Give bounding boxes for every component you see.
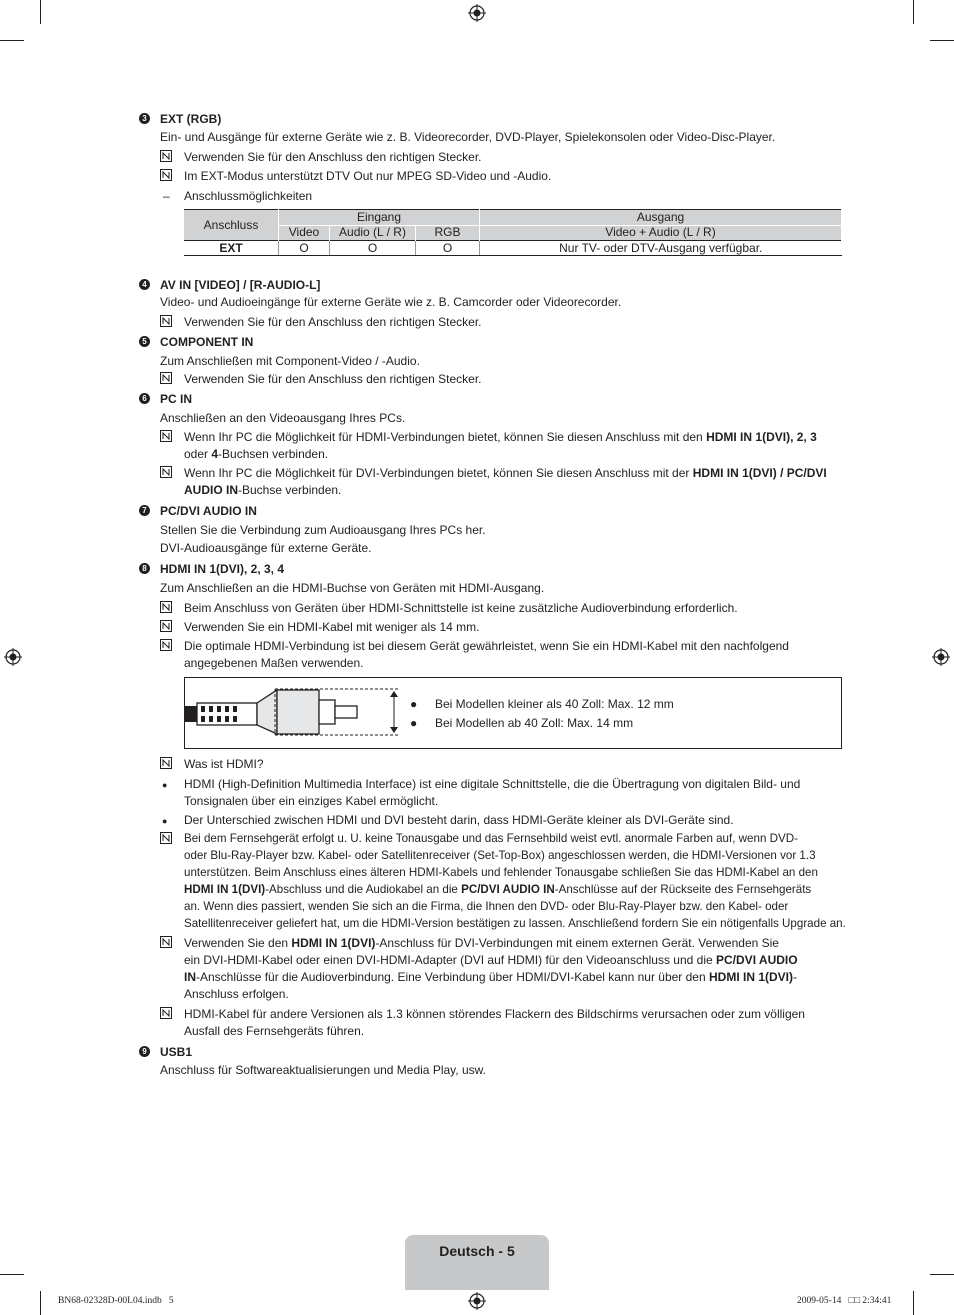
note-text-part: -Buchsen verbinden. — [218, 447, 329, 461]
note-text — [184, 483, 341, 497]
print-date-info: 2009-05-14 □□ 2:34:41 — [797, 1296, 892, 1306]
note-text-part: ein DVI-HDMI-Kabel oder einen DVI-HDMI-Adapter (DVI auf HDMI) für den Videoanschluss und die — [184, 953, 717, 967]
note-text — [184, 466, 827, 480]
section-number-badge: 6 — [139, 393, 150, 404]
bullet-text: HDMI (High-Definition Multimedia Interface) ist eine digitale Schnittstelle, die die Übertragung von digitalen Bild- und — [184, 777, 801, 791]
bullet-marker: ● — [410, 697, 418, 711]
note-icon — [160, 620, 172, 632]
note-text — [184, 447, 328, 461]
dash-text: Anschlussmöglichkeiten — [184, 189, 313, 203]
table-header-ausgang: Ausgang — [480, 210, 842, 226]
table-cell: O — [330, 241, 416, 256]
section-title: AV IN [VIDEO] / [R-AUDIO-L] — [160, 278, 321, 292]
note-text: Verwenden Sie ein HDMI-Kabel mit weniger als 14 mm. — [184, 620, 480, 634]
note-text: Anschluss erfolgen. — [184, 987, 289, 1001]
note-text: Im EXT-Modus unterstützt DTV Out nur MPEG SD-Video und -Audio. — [184, 169, 552, 183]
crop-mark — [0, 40, 24, 41]
crop-mark — [0, 1274, 24, 1275]
connector-name: IN — [184, 970, 196, 984]
note-text: Verwenden Sie für den Anschluss den richtigen Stecker. — [184, 315, 482, 329]
note-text — [184, 970, 797, 984]
registration-mark-icon — [468, 1292, 486, 1310]
registration-mark-icon — [4, 648, 22, 666]
section-description: DVI-Audioausgänge für externe Geräte. — [160, 541, 372, 555]
note-text — [184, 936, 779, 950]
section-title: EXT (RGB) — [160, 112, 222, 126]
note-icon — [160, 430, 172, 442]
table-subheader-audio: Audio (L / R) — [330, 225, 416, 241]
bullet-marker: ● — [410, 716, 418, 730]
bullet-text: Tonsignalen über ein einziges Kabel ermöglicht. — [184, 794, 439, 808]
note-icon — [160, 150, 172, 162]
section-description: Ein- und Ausgänge für externe Geräte wie z. B. Videorecorder, DVD-Player, Spielekonsolen oder Video-Disc-Player. — [160, 130, 776, 144]
section-description: Video- und Audioeingänge für externe Geräte wie z. B. Camcorder oder Videorecorder. — [160, 295, 622, 309]
table-header-anschluss: Anschluss — [184, 210, 279, 241]
section-number-badge: 4 — [139, 279, 150, 290]
dash-marker: – — [163, 189, 170, 203]
dimension-bullet-text: Bei Modellen kleiner als 40 Zoll: Max. 12 mm — [435, 697, 674, 711]
note-text-part: Verwenden Sie den — [184, 936, 292, 950]
note-text — [184, 953, 798, 967]
note-text: oder Blu-Ray-Player bzw. Kabel- oder Satellitenreceiver (Set-Top-Box) angeschlossen werden, die HDMI-Versionen vor 1.3 — [184, 849, 816, 862]
table-row-label: EXT — [184, 241, 279, 256]
note-text-part: - — [792, 970, 797, 984]
note-text-part: -Anschlüsse auf der Rückseite des Fernsehgeräts — [554, 883, 812, 896]
crop-mark — [930, 1274, 954, 1275]
note-text-part: -Anschlüsse für die Audioverbindung. Eine Verbindung über HDMI/DVI-Kabel kann nur über den — [196, 970, 709, 984]
note-text-part: -Buchse verbinden. — [238, 483, 342, 497]
note-icon — [160, 169, 172, 181]
note-text: an. Wenn dies passiert, wenden Sie sich an die Firma, die Ihnen den DVD- oder Blu-Ray-Player bzw. den Kabel- oder — [184, 900, 789, 913]
section-number-badge: 7 — [139, 505, 150, 516]
note-text: HDMI-Kabel für andere Versionen als 1.3 können störendes Flackern des Bildschirms verursachen oder zum völligen — [184, 1007, 805, 1021]
connector-name: HDMI IN 1(DVI), 2, 3 — [706, 430, 817, 444]
connector-name: PC/DVI AUDIO IN — [461, 883, 555, 896]
connector-name: PC/DVI AUDIO — [716, 953, 798, 967]
note-icon — [160, 315, 172, 327]
note-icon — [160, 372, 172, 384]
connector-name: HDMI IN 1(DVI) — [291, 936, 376, 950]
table-subheader-video: Video — [279, 225, 330, 241]
note-icon — [160, 1007, 172, 1019]
section-title: COMPONENT IN — [160, 335, 254, 349]
registration-mark-icon — [932, 648, 950, 666]
note-text: Ausfall des Fernsehgeräts führen. — [184, 1024, 365, 1038]
connector-name: HDMI IN 1(DVI) — [708, 970, 793, 984]
note-text: Bei dem Fernsehgerät erfolgt u. U. keine Tonausgabe und das Fernsehbild weist evtl. anormale Farben auf, wenn DVD- — [184, 832, 798, 845]
note-text-part: -Anschluss für DVI-Verbindungen mit einem externen Gerät. Verwenden Sie — [375, 936, 779, 950]
section-number-badge: 5 — [139, 336, 150, 347]
table-cell: O — [416, 241, 480, 256]
note-icon — [160, 832, 172, 844]
note-text — [184, 883, 811, 897]
note-text: Beim Anschluss von Geräten über HDMI-Schnittstelle ist keine zusätzliche Audioverbindung erforderlich. — [184, 601, 738, 615]
bullet-marker: ● — [162, 780, 168, 790]
connector-name: HDMI IN 1(DVI) / PC/DVI — [692, 466, 827, 480]
table-subheader-output: Video + Audio (L / R) — [480, 225, 842, 241]
note-icon — [160, 936, 172, 948]
section-description: Stellen Sie die Verbindung zum Audioausgang Ihres PCs her. — [160, 523, 486, 537]
section-title: USB1 — [160, 1045, 193, 1059]
section-description: Zum Anschließen an die HDMI-Buchse von Geräten mit HDMI-Ausgang. — [160, 581, 545, 595]
section-number-badge: 9 — [139, 1046, 150, 1057]
section-number-badge: 8 — [139, 563, 150, 574]
page-number: Deutsch - 5 — [439, 1243, 515, 1259]
section-description: Zum Anschließen mit Component-Video / -Audio. — [160, 354, 420, 368]
section-title: PC/DVI AUDIO IN — [160, 504, 257, 518]
section-description: Anschluss für Softwareaktualisierungen und Media Play, usw. — [160, 1063, 486, 1077]
crop-mark — [40, 0, 41, 24]
section-number-badge: 3 — [139, 113, 150, 124]
note-text — [184, 430, 817, 444]
bullet-text: Der Unterschied zwischen HDMI und DVI besteht darin, dass HDMI-Geräte kleiner als DVI-Geräte sind. — [184, 813, 734, 827]
table-cell: O — [279, 241, 330, 256]
note-icon — [160, 466, 172, 478]
note-text-part: oder — [184, 447, 212, 461]
crop-mark — [913, 1291, 914, 1315]
crop-mark — [40, 1291, 41, 1315]
note-text: Verwenden Sie für den Anschluss den richtigen Stecker. — [184, 150, 482, 164]
note-text: Die optimale HDMI-Verbindung ist bei diesem Gerät gewährleistet, wenn Sie ein HDMI-Kabel mit den nachfolgend — [184, 639, 789, 653]
section-title: PC IN — [160, 392, 193, 406]
connector-name: HDMI IN 1(DVI) — [184, 883, 266, 896]
note-text-part: -Abschluss und die Audiokabel an die — [265, 883, 462, 896]
connection-table — [184, 209, 842, 256]
crop-mark — [913, 0, 914, 24]
file-info: BN68-02328D-00L04.indb 5 — [58, 1296, 174, 1306]
section-title: HDMI IN 1(DVI), 2, 3, 4 — [160, 562, 285, 576]
dimension-bullet-text: Bei Modellen ab 40 Zoll: Max. 14 mm — [435, 716, 634, 730]
note-text-part: Wenn Ihr PC die Möglichkeit für HDMI-Verbindungen bietet, können Sie diesen Anschluss mit den — [184, 430, 707, 444]
registration-mark-icon — [468, 4, 486, 22]
note-text: Was ist HDMI? — [184, 757, 264, 771]
crop-mark — [930, 40, 954, 41]
table-cell: Nur TV- oder DTV-Ausgang verfügbar. — [480, 241, 842, 256]
note-text: angegebenen Maßen verwenden. — [184, 656, 364, 670]
table-header-eingang: Eingang — [279, 210, 480, 226]
note-icon — [160, 639, 172, 651]
hdmi-cable-illustration-icon — [185, 680, 405, 744]
note-icon — [160, 601, 172, 613]
table-subheader-rgb: RGB — [416, 225, 480, 241]
connector-name: AUDIO IN — [184, 483, 238, 497]
section-description: Anschließen an den Videoausgang Ihres PCs. — [160, 411, 406, 425]
note-icon — [160, 757, 172, 769]
note-text-part: Wenn Ihr PC die Möglichkeit für DVI-Verbindungen bietet, können Sie diesen Anschluss mit der — [184, 466, 693, 480]
note-text: unterstützen. Beim Anschluss eines älteren HDMI-Kabels und fehlender Tonausgabe schließen Sie das HDMI-Kabel an den — [184, 866, 818, 879]
note-text: Verwenden Sie für den Anschluss den richtigen Stecker. — [184, 372, 482, 386]
connector-name: 4 — [211, 447, 219, 461]
note-text: Satellitenreceiver geliefert hat, um die HDMI-Version bestätigen zu lassen. Anschließend fordern Sie ein nötigenfalls Upgrade an. — [184, 917, 846, 930]
bullet-marker: ● — [162, 816, 168, 826]
